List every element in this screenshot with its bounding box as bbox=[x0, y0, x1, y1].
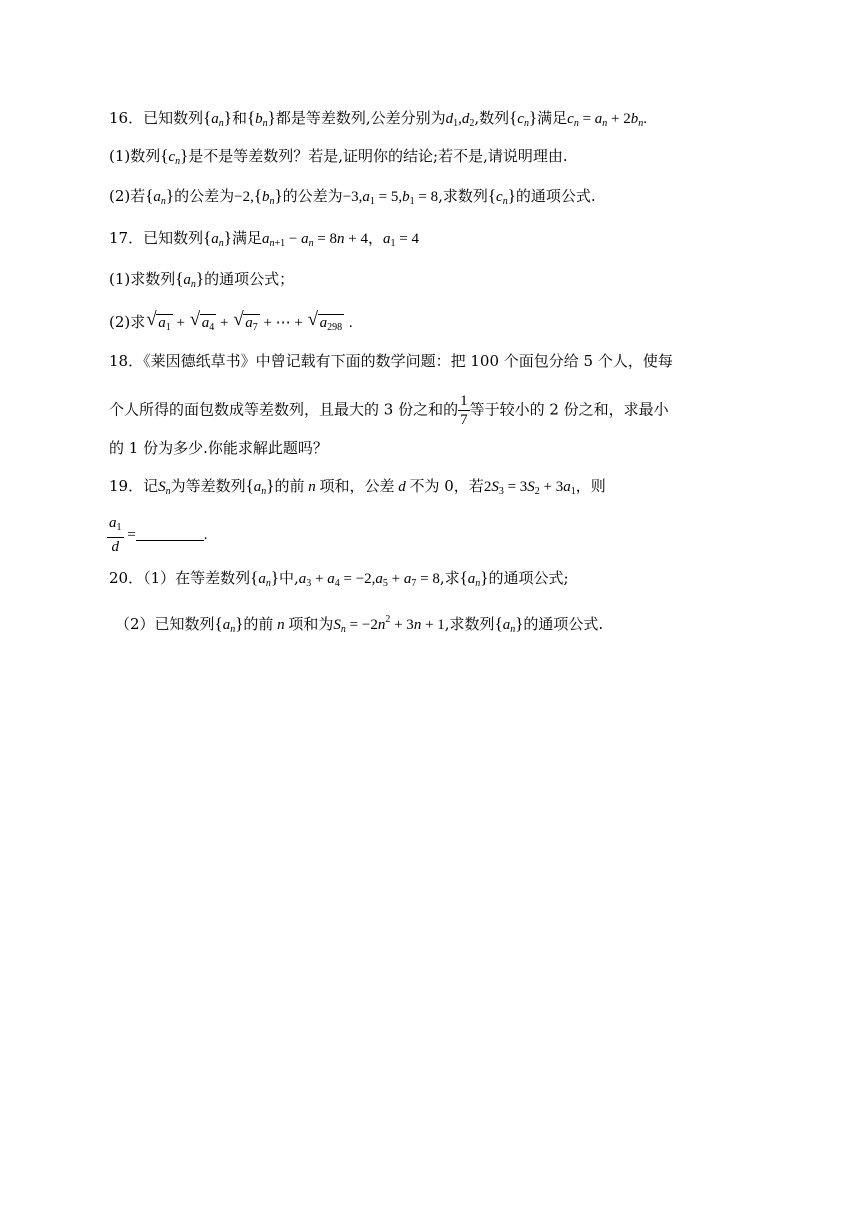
math-a1-equals-5: $a_1 = 5$ bbox=[362, 189, 399, 207]
question-18-line-2: 个人所得的面包数成等差数列，且最大的 3 份之和的 $\frac{1}{7}$ 等于较小的 2 份之和，求最小 bbox=[109, 393, 669, 428]
math-S-n: $S_n$ bbox=[158, 479, 171, 497]
fraction-one-seventh: $\frac{1}{7}$ bbox=[460, 393, 468, 428]
sequence-a-n: $\{a_n\}$ bbox=[145, 186, 175, 207]
math-Sn-formula: $S_n = -2n^2 + 3n + 1$ bbox=[333, 614, 445, 635]
sequence-a-n: $\{a_n\}$ bbox=[250, 568, 279, 589]
sequence-a-n: $\{a_n\}$ bbox=[203, 108, 232, 129]
question-17-part-1: (1)求数列$\{a_n\}$的通项公式； bbox=[109, 269, 295, 290]
math-conditions: $a_3 + a_4 = -2,a_5 + a_7 = 8$ bbox=[298, 571, 440, 589]
math-minus-3: −3 bbox=[342, 189, 359, 205]
question-19-line-1: 19．记$S_n$为等差数列$\{a_n\}$的前 n 项和，公差 d 不为 0，若$2S_3 = 3S_2 + 3a_1$，则 bbox=[109, 476, 606, 497]
math-d1-d2: $d_1,d_2$ bbox=[445, 111, 475, 129]
question-number: 16． bbox=[109, 109, 144, 127]
question-17-line-1: 17．已知数列$\{a_n\}$满足$a_{n+1} - a_n = 8n + 4$，$a_1 = 4$ bbox=[109, 228, 419, 249]
math-recurrence: $a_{n+1} - a_n = 8n + 4$ bbox=[261, 231, 369, 249]
fraction-a1-over-d: $\frac{a_1}{d}$ bbox=[109, 515, 122, 555]
math-condition: $2S_3 = 3S_2 + 3a_1$ bbox=[483, 479, 576, 497]
math-sqrt-sum: √ $a_1$ + √ $a_4$ + √ $a_7$ + ⋯ + √ $a_{298}$ bbox=[145, 315, 344, 331]
math-b1-equals-8: $b_1 = 8$ bbox=[402, 189, 439, 207]
question-20-part-2: （2）已知数列$\{a_n\}$的前 n 项和为$S_n = -2n^2 + 3n + 1$,求数列$\{a_n\}$的通项公式. bbox=[115, 614, 604, 635]
question-number: 19． bbox=[109, 477, 144, 495]
question-number: 20． bbox=[109, 569, 144, 587]
math-minus-2: −2 bbox=[234, 189, 251, 205]
math-a1-equals-4: $a_1 = 4$ bbox=[383, 231, 419, 249]
sequence-c-n: $\{c_n\}$ bbox=[160, 146, 189, 167]
math-n: n bbox=[304, 479, 320, 495]
math-cn-formula: $c_n = a_n + 2b_n$ bbox=[567, 111, 644, 129]
sequence-c-n: $\{c_n\}$ bbox=[509, 108, 538, 129]
sequence-a-n: $\{a_n\}$ bbox=[459, 568, 489, 589]
sequence-b-n: $\{b_n\}$ bbox=[246, 108, 276, 129]
question-16-line-1: 16．已知数列$\{a_n\}$和$\{b_n\}$都是等差数列,公差分别为$d_1,d_2$,数列$\{c_n\}$满足$c_n = a_n + 2b_n$. bbox=[109, 108, 648, 129]
answer-blank[interactable] bbox=[136, 526, 204, 541]
sequence-a-n: $\{a_n\}$ bbox=[175, 269, 205, 290]
question-16-part-2: (2)若$\{a_n\}$的公差为$-2,\{b_n\}$的公差为$-3,a_1 = 5,b_1 = 8$,求数列$\{c_n\}$的通项公式. bbox=[109, 186, 596, 207]
sequence-b-n: $\{b_n\}$ bbox=[253, 186, 283, 207]
sequence-a-n: $\{a_n\}$ bbox=[494, 614, 524, 635]
question-number: 17． bbox=[109, 229, 144, 247]
question-number: 18． bbox=[109, 352, 144, 370]
math-n: n bbox=[273, 617, 289, 633]
sequence-a-n: $\{a_n\}$ bbox=[245, 476, 275, 497]
answer-equals: = bbox=[123, 527, 136, 543]
question-19-line-2: $\frac{a_1}{d}$ = . bbox=[109, 515, 208, 555]
sequence-a-n: $\{a_n\}$ bbox=[214, 614, 244, 635]
sequence-c-n: $\{c_n\}$ bbox=[487, 186, 516, 207]
math-d: d bbox=[394, 479, 410, 495]
question-20-part-1: 20．（1）在等差数列$\{a_n\}$中$,a_3 + a_4 = -2,a_5 + a_7 = 8$,求$\{a_n\}$的通项公式; bbox=[109, 568, 569, 589]
question-18-line-3: 的 1 份为多少.你能求解此题吗？ bbox=[109, 439, 328, 457]
sequence-a-n: $\{a_n\}$ bbox=[203, 228, 232, 249]
question-18-line-1: 18．《莱因德纸草书》中曾记载有下面的数学问题：把 100 个面包分给 5 个人，使每 bbox=[109, 352, 673, 370]
question-17-part-2: (2)求√ $a_1$ + √ $a_4$ + √ $a_7$ + ⋯ + √ $a_{298}$ . bbox=[109, 311, 800, 339]
question-16-part-1: (1)数列$\{c_n\}$是不是等差数列？若是,证明你的结论;若不是,请说明理由. bbox=[109, 146, 568, 167]
